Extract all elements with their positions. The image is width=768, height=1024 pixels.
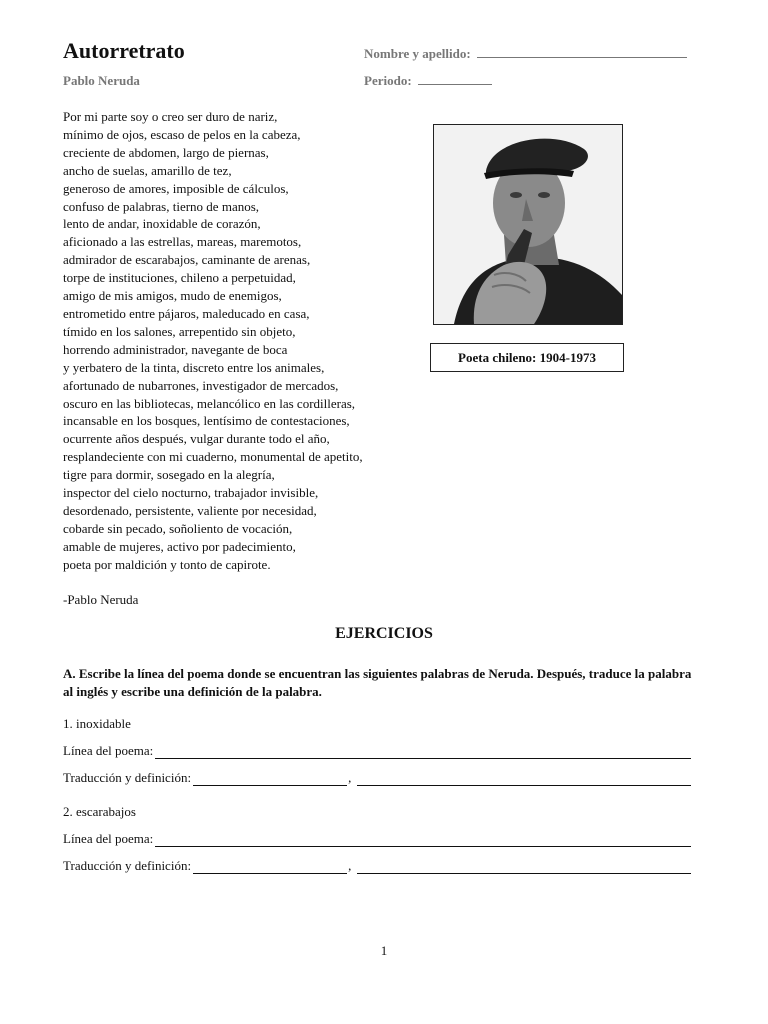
poem-line: incansable en los bosques, lentísimo de contestaciones, <box>63 413 350 429</box>
page-number: 1 <box>380 943 388 958</box>
item-1-line-row <box>63 743 691 759</box>
poem-line: y yerbatero de la tinta, discreto entre los animales, <box>63 359 325 375</box>
poem-line: tímido en los salones, arrepentido sin objeto, <box>63 323 296 339</box>
poem-line: afortunado de nubarrones, investigador de mercados, <box>63 377 339 393</box>
poem-line: amable de mujeres, activo por padecimiento, <box>63 538 296 554</box>
poem-line: horrendo administrador, navegante de boca <box>63 341 288 357</box>
poem-line: entrometido entre pájaros, maleducado en casa, <box>63 305 310 321</box>
poem-line: tigre para dormir, sosegado en la alegría, <box>63 467 275 483</box>
name-blank[interactable] <box>477 56 687 58</box>
name-field <box>364 46 687 62</box>
poem-line: cobarde sin pecado, soñoliento de vocación, <box>63 520 293 536</box>
author-name: Pablo Neruda <box>63 73 140 88</box>
poem-line: resplandeciente con mi cuaderno, monumental de apetito, <box>63 449 363 465</box>
poem-line: generoso de amores, imposible de cálculos, <box>63 180 289 196</box>
line-label: Línea del poema: <box>63 743 154 758</box>
line-label: Línea del poema: <box>63 831 154 846</box>
period-blank[interactable] <box>418 83 492 85</box>
poem-line: Por mi parte soy o creo ser duro de nariz, <box>63 109 278 124</box>
poem-line: ancho de suelas, amarillo de tez, <box>63 162 232 178</box>
exercises-heading: EJERCICIOS <box>335 625 433 642</box>
poem-text <box>63 108 363 574</box>
item-1-definition-blank[interactable] <box>357 773 691 786</box>
poem-line: inspector del cielo nocturno, trabajador invisible, <box>63 485 319 501</box>
poem-line: torpe de instituciones, chileno a perpetuidad, <box>63 270 296 286</box>
period-label: Periodo: <box>364 73 412 88</box>
poem-line: confuso de palabras, tierno de manos, <box>63 198 260 214</box>
comma-separator: , <box>348 770 352 785</box>
period-field <box>364 73 492 89</box>
poet-portrait-photo <box>433 124 623 325</box>
exercise-item-1: 1. inoxidable <box>63 716 131 731</box>
exercise-instructions: A. Escribe la línea del poema donde se encuentran las siguientes palabras de Neruda. Después, traduce la palabra al inglés y escribe una definición de la palabra. <box>63 666 692 699</box>
name-label: Nombre y apellido: <box>364 46 471 61</box>
comma-separator: , <box>348 858 352 873</box>
poem-line: admirador de escarabajos, caminante de arenas, <box>63 252 311 268</box>
poem-line: oscuro en las bibliotecas, melancólico en las cordilleras, <box>63 395 356 411</box>
poem-line: mínimo de ojos, escaso de pelos en la cabeza, <box>63 126 301 142</box>
exercise-item-2: 2. escarabajos <box>63 804 136 819</box>
item-1-translation-row <box>63 770 691 786</box>
poem-line: poeta por maldición y tonto de capirote. <box>63 556 271 572</box>
item-1-translation-blank[interactable] <box>193 773 347 786</box>
poem-line: creciente de abdomen, largo de piernas, <box>63 144 269 160</box>
item-2-line-row <box>63 831 691 847</box>
poem-line: amigo de mis amigos, mudo de enemigos, <box>63 288 282 304</box>
item-2-translation-row <box>63 858 691 874</box>
item-2-line-blank[interactable] <box>155 834 691 847</box>
portrait-illustration <box>434 125 622 324</box>
item-2-translation-blank[interactable] <box>193 861 347 874</box>
poem-signature: -Pablo Neruda <box>63 592 139 607</box>
item-1-line-blank[interactable] <box>155 746 691 759</box>
translation-label: Traducción y definición: <box>63 770 192 785</box>
photo-caption: Poeta chileno: 1904-1973 <box>430 343 624 372</box>
poem-line: desordenado, persistente, valiente por necesidad, <box>63 502 317 518</box>
poem-line: lento de andar, inoxidable de corazón, <box>63 216 261 232</box>
item-2-definition-blank[interactable] <box>357 861 691 874</box>
translation-label: Traducción y definición: <box>63 858 192 873</box>
poem-line: ocurrente años después, vulgar durante todo el año, <box>63 431 330 447</box>
poem-line: aficionado a las estrellas, mareas, maremotos, <box>63 234 302 250</box>
document-title: Autorretrato <box>63 38 185 63</box>
